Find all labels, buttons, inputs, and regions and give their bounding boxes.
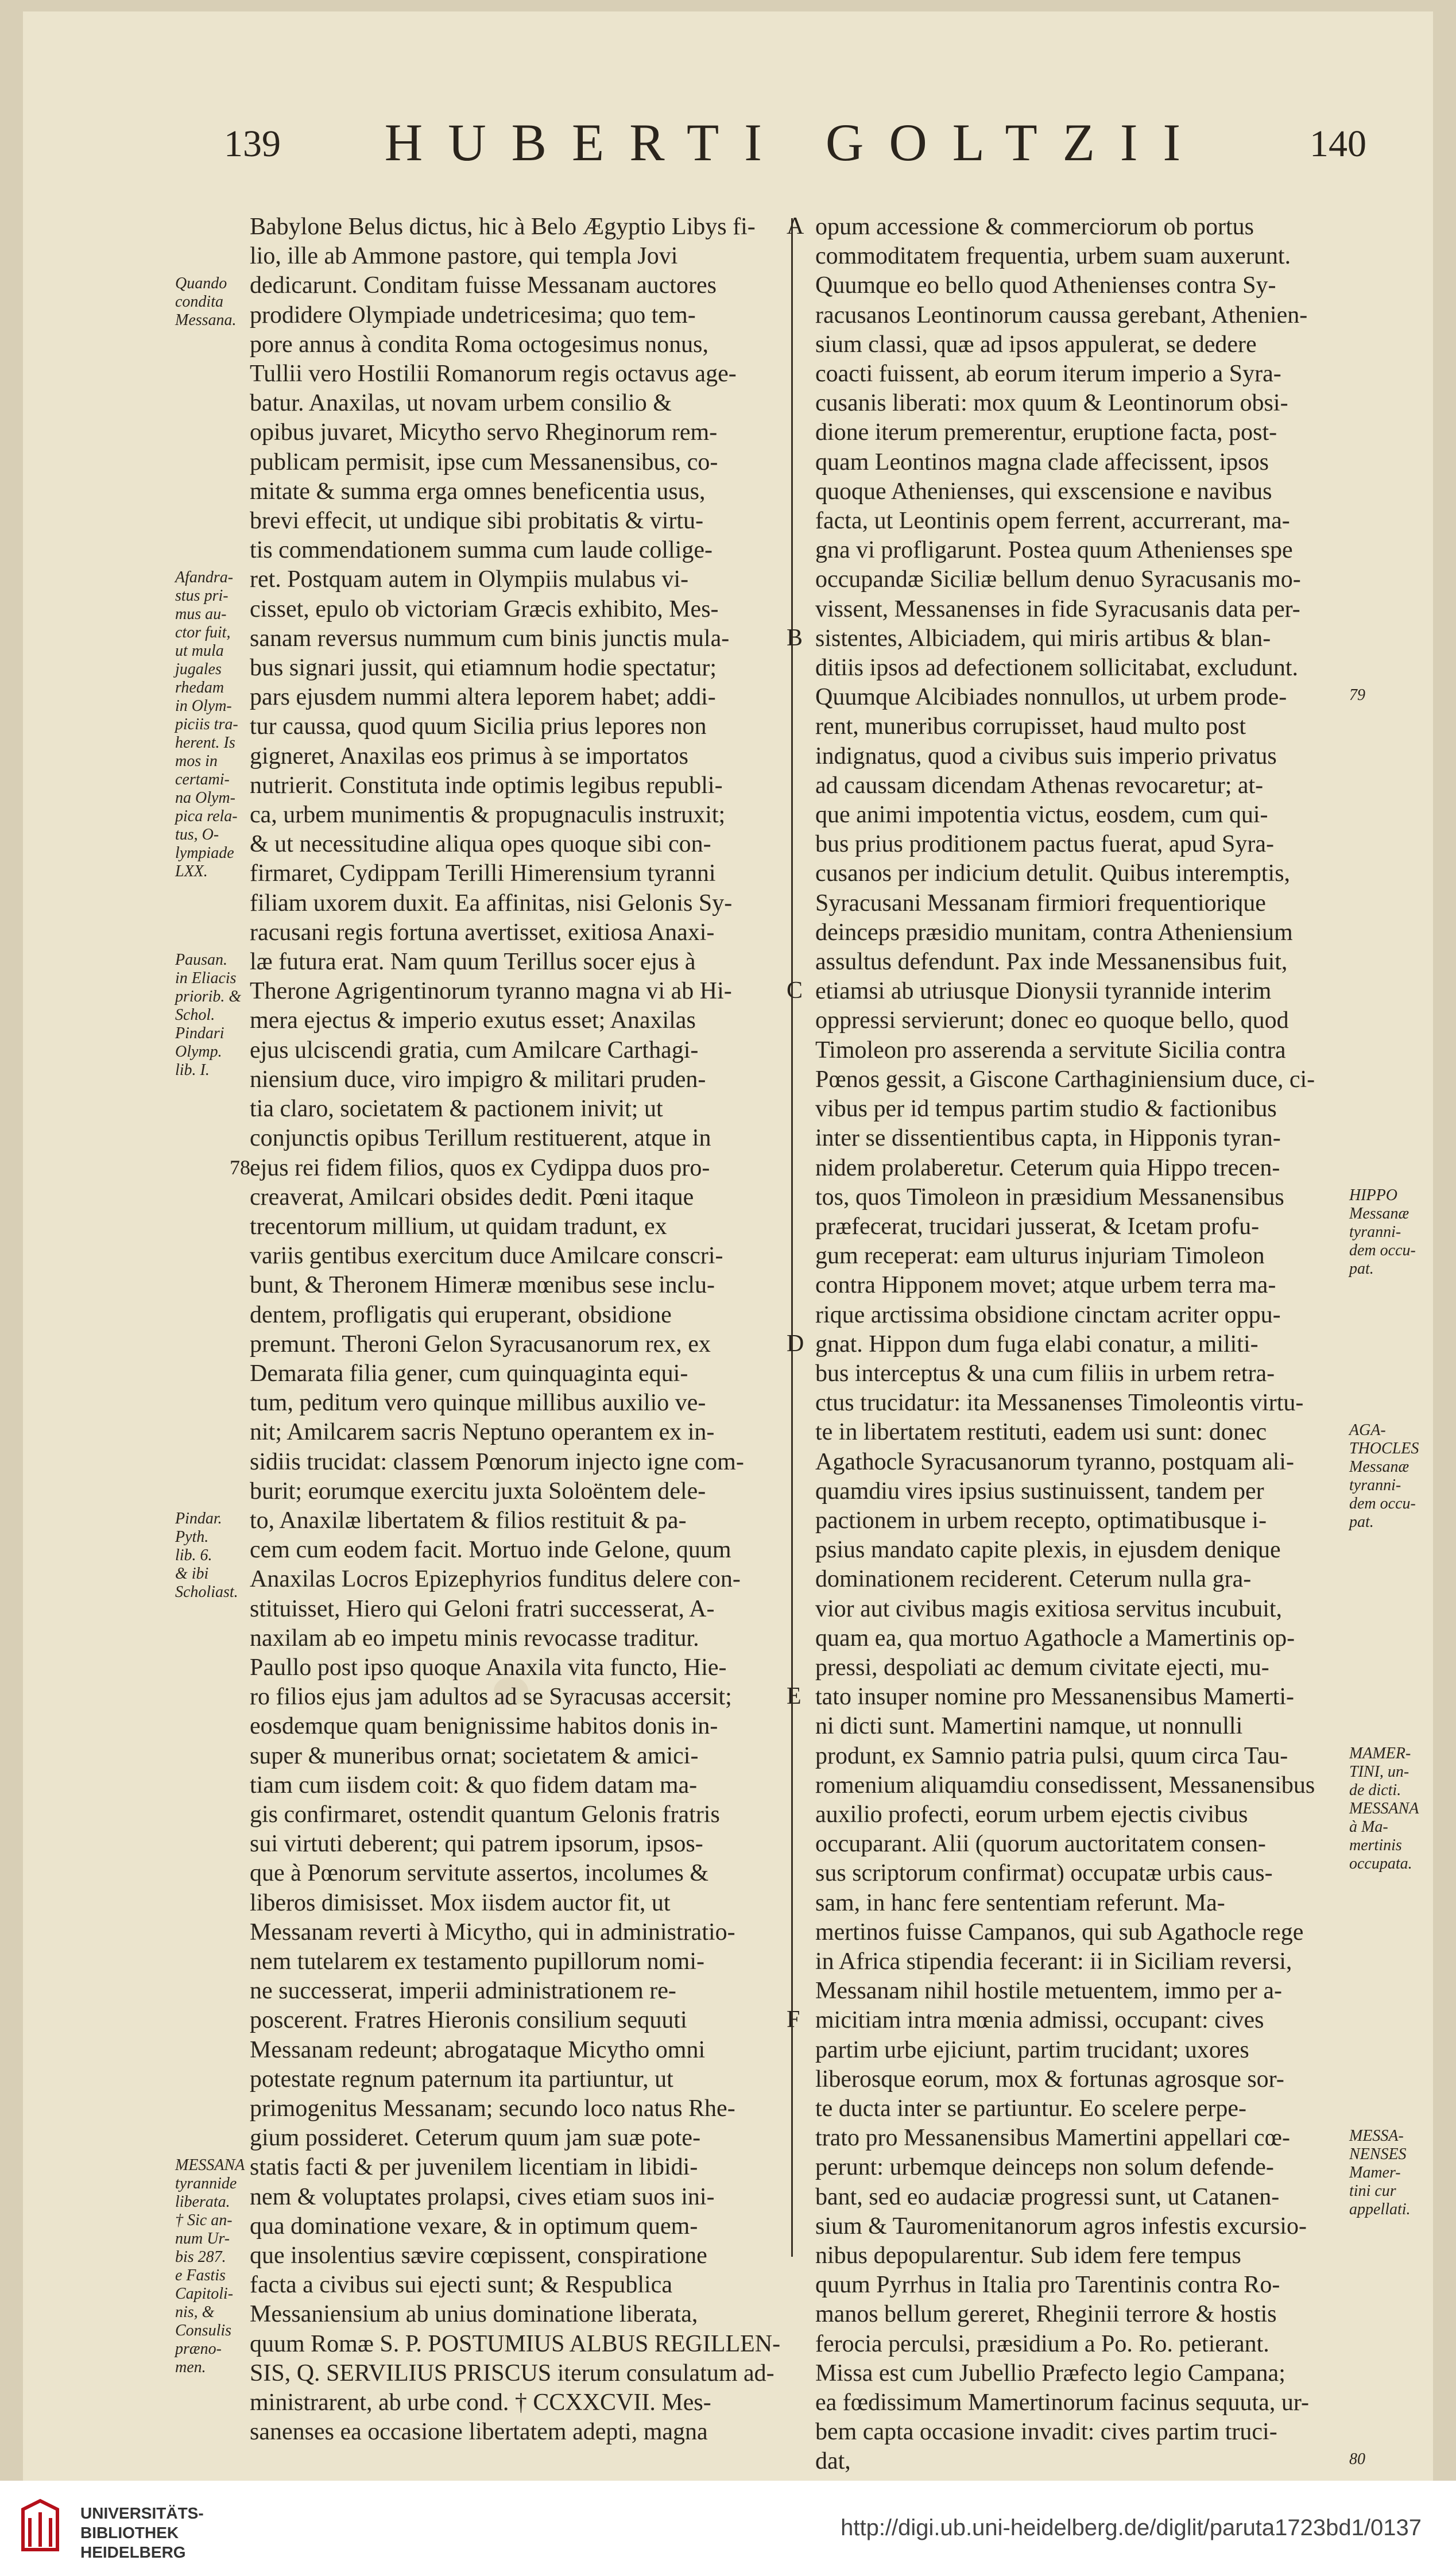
footer-bar [0,2481,1456,2572]
text-line: gigneret, Anaxilas eos primus à se importatos [250,742,689,769]
margin-note-line: in Olym- [175,697,232,715]
text-line: in Africa stipendia fecerant: ii in Siciliam reversi, [815,1948,1292,1975]
text-line: bus prius proditionem pactus fuerat, apud Syra- [815,831,1274,858]
text-line: deinceps præsidio munitam, contra Atheniensium [815,919,1293,946]
section-letter: D [787,1330,804,1357]
text-line: quoque Athenienses, qui exscensione e navibus [815,478,1272,505]
margin-note-line: herent. Is [175,734,235,752]
text-line: sistentes, Albiciadem, qui miris artibus & blan- [815,625,1271,652]
text-line: romenium aliquamdiu consedissent, Messanensibus [815,1772,1315,1799]
text-line: ni dicti sunt. Mamertini namque, ut nonnulli [815,1713,1243,1740]
margin-note [1349,1421,1435,1531]
margin-note [1349,2450,1435,2469]
text-line: Timoleon pro asserenda a servitute Sicilia contra [815,1036,1286,1063]
text-line: Paullo post ipso quoque Anaxila vita functo, Hie- [250,1654,727,1681]
text-line: Messanam reverti à Micytho, qui in administratio- [250,1919,735,1946]
margin-note-line: piciis tra- [175,715,238,734]
margin-note-line: NENSES [1349,2145,1407,2163]
text-line: rique arctissima obsidione cinctam acriter oppu- [815,1301,1281,1328]
text-line: nibus depopularentur. Sub idem fere tempus [815,2242,1241,2269]
text-line: facta, ut Leontinis opem ferrent, accurrerant, ma- [815,508,1290,535]
text-line: SIS, Q. SERVILIUS PRISCUS iterum consulatum ad- [250,2360,775,2387]
margin-note-line: tyranni- [1349,1476,1401,1495]
margin-note-line: & ibi [175,1564,209,1583]
text-line: bem capta occasione invadit: cives partim truci- [815,2419,1277,2446]
text-line: ejus rei fidem filios, quos ex Cydippa duos pro- [250,1154,710,1181]
text-line: vior aut civibus magis exitiosa servitus incubuit, [815,1595,1283,1622]
text-line: nem & voluptates prolapsi, cives etiam suos ini- [250,2183,715,2210]
text-line: ea fœdissimum Mamertinorum facinus sequuta, ur- [815,2389,1309,2416]
text-line: indignatus, quod a civibus suis imperio privatus [815,742,1277,769]
text-line: manos bellum gereret, Rheginii terrore & hostis [815,2301,1277,2328]
text-line: tia claro, societatem & pactionem inivit; ut [250,1096,663,1123]
margin-note-line: Pindar. [175,1509,222,1527]
text-line: Anaxilas Locros Epizephyrios funditus delere con- [250,1566,741,1593]
margin-note-line: condita [175,293,223,311]
margin-note-line: Messana. [175,311,237,330]
margin-note-line: à Ma- [1349,1818,1388,1836]
margin-note-line: AGA- [1349,1421,1386,1440]
page-number-right: 140 [1310,123,1366,165]
text-line: te in libertatem restituti, eadem usi sunt: donec [815,1419,1267,1446]
text-line: primogenitus Messanam; secundo loco natus Rhe- [250,2095,735,2122]
text-line: auxilio profecti, eorum urbem ejectis civibus [815,1801,1248,1828]
margin-note-line: de dicti. [1349,1781,1401,1800]
text-line: sium & Tauromenitanorum agros infestis excursio- [815,2213,1307,2240]
text-line: inter se dissentientibus capta, in Hipponis tyran- [815,1125,1281,1152]
text-line: bunt, & Theronem Himeræ mœnibus sese inclu- [250,1272,715,1299]
text-line: Quumque Alcibiades nonnullos, ut urbem prode- [815,684,1287,711]
column-divider [791,218,793,2257]
text-line: tato insuper nomine pro Messanensibus Mamerti- [815,1684,1295,1711]
margin-note-line: dem occu- [1349,1241,1416,1259]
margin-note [175,951,244,1080]
margin-note-line: TINI, un- [1349,1763,1409,1781]
margin-note-line: Capitoli- [175,2285,234,2303]
text-line: stituisset, Hiero qui Geloni fratri successerat, A- [250,1595,715,1622]
margin-note-line: men. [175,2358,206,2377]
text-line: ministrarent, ab urbe cond. † CCXXCVII. Mes- [250,2389,711,2416]
margin-note-line: Messanæ [1349,1458,1409,1476]
text-line: dedicarunt. Conditam fuisse Messanam auctores [250,272,717,299]
text-line: coacti fuissent, ab eorum iterum imperio a Syra- [815,361,1281,388]
text-line: tis commendationem summa cum laude collige- [250,537,712,564]
margin-note-line: pat. [1349,1259,1374,1278]
text-line: qua dominatione vexare, & in optimum quem- [250,2213,698,2240]
margin-note-line: MESSANA [175,2156,245,2175]
text-line: psius mandato capite plexis, in ejusdem denique [815,1537,1281,1564]
margin-note-line: stus pri- [175,587,229,605]
margin-note-line: liberata. [175,2193,230,2211]
text-line: bant, sed eo audaciæ progressi sunt, ut Catanen- [815,2183,1280,2210]
text-line: facta a civibus sui ejecti sunt; & Respublica [250,2272,672,2299]
text-line: tum, peditum vero quinque millibus auxilio ve- [250,1390,706,1417]
text-line: liberosque eorum, mox & fortunas agrosque sor- [815,2066,1284,2093]
text-line: conjunctis opibus Terillum restituerent, atque in [250,1125,711,1152]
text-line: ret. Postquam autem in Olympiis mulabus vi- [250,566,689,593]
page-number-left: 139 [224,123,281,165]
text-line: Syracusani Messanam firmiori frequentiorique [815,889,1266,916]
text-line: cusanos per indicium detulit. Quibus interemptis, [815,860,1291,887]
text-line: perunt: urbemque deinceps non solum defende- [815,2154,1274,2181]
text-line: sanam reversus nummum cum binis junctis mula- [250,625,730,652]
text-line: gium possideret. Ceterum quum jam suæ pote- [250,2125,701,2152]
margin-note-line: mertinis [1349,1836,1402,1855]
text-line: filiam uxorem duxit. Ea affinitas, nisi Gelonis Sy- [250,889,733,916]
margin-note-line: tyrannide [175,2175,237,2193]
text-line: tiam cum iisdem coit: & quo fidem datam ma- [250,1772,698,1799]
text-line: potestate regnum paternum ita partiuntur, ut [250,2066,673,2093]
margin-note-line: na Olym- [175,789,235,807]
text-line: ne successerat, imperii administrationem re- [250,1978,676,2005]
text-line: tur caussa, quod quum Sicilia prius lepores non [250,713,707,740]
margin-note-line: MAMER- [1349,1745,1411,1763]
margin-note-line: MESSA- [1349,2127,1404,2145]
text-line: creaverat, Amilcari obsides dedit. Pœni itaque [250,1183,694,1210]
university-library-logo-icon [17,2498,63,2555]
text-line: naxilam ab eo impetu minis revocasse traditur. [250,1625,699,1652]
text-line: lio, ille ab Ammone pastore, qui templa Jovi [250,243,678,270]
margin-note-line: Pyth. [175,1527,209,1546]
text-line: que à Pœnorum servitute assertos, incolumes & [250,1860,709,1887]
text-line: pressi, despoliati ac demum civitate ejecti, mu- [815,1654,1269,1681]
text-line: Therone Agrigentinorum tyranno magna vi ab Hi- [250,978,732,1005]
text-line: rent, muneribus corrupisset, haud multo post [815,713,1246,740]
text-line: Messaniensium ab unius dominatione liberata, [250,2301,698,2328]
margin-note-line: lympiade [175,844,234,863]
text-line: commoditatem frequentia, urbem suam auxerunt. [815,243,1291,270]
margin-note-line: HIPPO [1349,1186,1397,1204]
text-line: gis confirmaret, ostendit quantum Gelonis fratris [250,1801,720,1828]
margin-note-line: præno- [175,2340,222,2358]
margin-note [175,568,244,881]
margin-note-line: bis 287. [175,2248,226,2267]
text-line: præfecerat, trucidari jusserat, & Icetam profu- [815,1213,1260,1240]
text-line: mitate & summa erga omnes beneficentia usus, [250,478,706,505]
text-line: sui virtuti deberent; qui patrem ipsorum, ipsos- [250,1831,703,1858]
text-line: pars ejusdem nummi altera leporem habet; addi- [250,684,716,711]
library-name-line: HEIDELBERG [80,2543,186,2561]
text-line: quam Leontinos magna clade affecissent, ipsos [815,448,1269,475]
margin-note-line: MESSANA [1349,1800,1419,1818]
margin-note-line: ctor fuit, [175,624,231,642]
margin-note-line: 80 [1349,2450,1365,2469]
text-line: quum Romæ S. P. POSTUMIUS ALBUS REGILLEN- [250,2330,781,2357]
margin-note-line: pica rela- [175,807,238,826]
text-line: ferocia perculsi, præsidium a Po. Ro. petierant. [815,2330,1269,2357]
margin-note [175,2156,244,2377]
text-line: ro filios ejus jam adultos ad se Syracusas accersit; [250,1684,732,1711]
text-line: assultus defendunt. Pax inde Messanensibus fuit, [815,949,1288,976]
text-line: Tullii vero Hostilii Romanorum regis octavus age- [250,361,737,388]
text-line: mertinos fuisse Campanos, qui sub Agathocle rege [815,1919,1304,1946]
text-line: Babylone Belus dictus, hic à Belo Ægyptio Libys fi- [250,214,756,240]
margin-note-line: in Eliacis [175,969,237,987]
text-line: eosdemque quam benignissime habitos donis in- [250,1713,718,1740]
margin-note-line: Quando [175,274,227,293]
section-letter: E [787,1683,801,1709]
text-line: trato pro Messanensibus Mamertini appellari cœ- [815,2125,1290,2152]
margin-note-line: pat. [1349,1513,1374,1531]
margin-note-line: priorib. & [175,988,242,1005]
library-name [80,2504,204,2562]
section-letter: F [787,2006,800,2033]
inline-line-number: 78 [230,1156,250,1179]
text-line: Messanam nihil hostile metuentem, immo per a- [815,1978,1282,2005]
text-line: niensium duce, viro impigro & militari pruden- [250,1066,706,1093]
text-line: nutrierit. Constituta inde optimis legibus republi- [250,772,723,799]
text-line: quam ea, qua mortuo Agathocle a Mamertinis op- [815,1625,1295,1652]
text-line: to, Anaxilæ libertatem & filios restituit & pa- [250,1507,687,1534]
margin-note [175,1510,244,1602]
text-line: produnt, ex Samnio patria pulsi, quum circa Tau- [815,1742,1288,1769]
text-line: sanenses ea occasione libertatem adepti, magna [250,2419,708,2446]
text-line: gna vi profligarunt. Postea quum Athenienses spe [815,537,1293,564]
library-name-line: BIBLIOTHEK [80,2524,179,2542]
margin-note-line: Consulis [175,2322,232,2340]
text-line: ca, urbem munimentis & propugnaculis instruxit; [250,802,726,829]
margin-note-line: tini cur [1349,2182,1396,2200]
text-line: opibus juvaret, Micytho servo Rheginorum rem- [250,419,718,446]
text-line: & ut necessitudine aliqua opes quoque sibi con- [250,831,711,858]
margin-note-line: LXX. [175,863,208,881]
text-line: læ futura erat. Nam quum Terillus socer ejus à [250,949,696,976]
page-header [224,112,1366,175]
margin-note-line: lib. I. [175,1061,210,1079]
margin-note-line: Afandra- [175,568,234,587]
text-line: sus scriptorum confirmat) occupatæ urbis caus- [815,1860,1273,1887]
text-line: tos, quos Timoleon in præsidium Messanensibus [815,1183,1284,1210]
text-line: prodidere Olympiade undetricesima; quo tem- [250,301,696,328]
margin-note [1349,2127,1435,2219]
text-line: Quumque eo bello quod Athenienses contra Sy- [815,272,1276,299]
margin-note [1349,1745,1435,1873]
text-line: ctus trucidatur: ita Messanenses Timoleontis virtu- [815,1390,1304,1417]
margin-note-line: certami- [175,771,230,789]
left-text-column [250,212,781,2447]
running-title: HUBERTI GOLTZII [384,113,1206,172]
text-line: premunt. Theroni Gelon Syracusanorum rex, ex [250,1331,711,1357]
margin-note-line: jugales [175,660,222,679]
text-line: mera ejectus & imperio exutus esset; Anaxilas [250,1007,696,1034]
text-line: contra Hipponem movet; atque urbem terra ma- [815,1272,1276,1299]
text-line: sium classi, quæ ad ipsos appulerat, se dedere [815,331,1257,358]
library-name-line: UNIVERSITÄTS- [80,2504,204,2522]
text-line: Missa est cum Jubellio Præfecto legio Campana; [815,2360,1285,2387]
text-line: pore annus à condita Roma octogesimus nonus, [250,331,709,358]
text-line: Messanam redeunt; abrogataque Micytho omni [250,2036,706,2063]
text-line: dione iterum premerentur, eruptione facta, post- [815,419,1277,446]
text-line: partim urbe ejiciunt, partim trucidant; uxores [815,2036,1249,2063]
text-line: Demarata filia gener, cum quinquaginta equi- [250,1360,688,1387]
text-line: ejus ulciscendi gratia, cum Amilcare Carthagi- [250,1036,699,1063]
margin-note-line: dem occu- [1349,1495,1416,1513]
margin-note-line: num Ur- [175,2230,230,2248]
margin-note-line: Pindari [175,1024,224,1042]
margin-note-line: 79 [1349,686,1365,705]
text-line: racusani regis fortuna avertisset, exitiosa Anaxi- [250,919,715,946]
text-line: bus interceptus & una cum filiis in urbem retra- [815,1360,1275,1387]
margin-note-line: Mamer- [1349,2164,1401,2182]
text-line: bus signari jussit, qui etiamnum hodie spectatur; [250,655,717,682]
text-line: nit; Amilcarem sacris Neptuno operantem ex in- [250,1419,715,1446]
margin-note-line: mus au- [175,605,227,624]
margin-note-line: lib. 6. [175,1546,212,1564]
text-line: sam, in hanc fere sententiam referunt. Ma- [815,1889,1225,1916]
text-line: oppressi servierunt; donec eo quoque bello, quod [815,1007,1289,1034]
text-line: dominationem reciderent. Ceterum nulla gra- [815,1566,1252,1593]
margin-note-line: appellati. [1349,2200,1411,2218]
text-line: cisset, epulo ob victoriam Græcis exhibito, Mes- [250,595,719,622]
text-line: occuparant. Alii (quorum auctoritatem consen- [815,1831,1266,1858]
margin-note-line: occupata. [1349,1855,1412,1873]
text-line: dentem, profligatis qui eruperant, obsidione [250,1301,672,1328]
margin-note-line: THOCLES [1349,1440,1419,1458]
text-line: ditiis ipsos ad defectionem sollicitabat, excludunt. [815,655,1298,682]
text-line: ad caussam dicendam Athenas revocaretur; at- [815,772,1264,799]
text-line: te ducta inter se partiuntur. Eo scelere perpe- [815,2095,1246,2122]
text-line: poscerent. Fratres Hieronis consilium sequuti [250,2007,687,2034]
text-line: super & muneribus ornat; societatem & amici- [250,1742,699,1769]
text-line: pactionem in urbem recepto, optimatibusque i- [815,1507,1267,1534]
text-line: etiamsi ab utriusque Dionysii tyrannide interim [815,978,1272,1005]
text-line: burit; eorumque exercitu juxta Soloëntem dele- [250,1478,706,1504]
text-line: brevi effecit, ut undique sibi probitatis & virtu- [250,508,704,535]
margin-note-line: Olymp. [175,1043,222,1061]
text-line: vibus per id tempus partim studio & factionibus [815,1096,1277,1123]
text-line: batur. Anaxilas, ut novam urbem consilio & [250,390,672,417]
text-line: cusanis liberati: mox quum & Leontinorum obsi- [815,390,1288,417]
margin-note-line: Scholiast. [175,1583,238,1601]
margin-note-line: ut mula [175,642,224,660]
text-line: occupandæ Siciliæ bellum denuo Syracusanis mo- [815,566,1301,593]
text-line: dat, [815,2448,851,2475]
section-letter: A [787,213,804,239]
text-line: statis facti & per juvenilem licentiam in libidi- [250,2154,698,2181]
text-line: nem tutelarem ex testamento pupillorum nomi- [250,1948,704,1975]
text-line: opum accessione & commerciorum ob portus [815,214,1254,240]
margin-note-line: † Sic an- [175,2211,233,2230]
text-line: sidiis trucidat: classem Pœnorum injecto igne com- [250,1448,744,1475]
text-line: que animi impotentia victus, eosdem, cum qui- [815,802,1268,829]
text-line: racusanos Leontinorum caussa gerebant, Athenien- [815,301,1308,328]
margin-note-line: nis, & [175,2303,215,2322]
section-letter: C [787,977,803,1004]
text-line: gnat. Hippon dum fuga elabi conatur, a militi- [815,1331,1258,1357]
text-line: liberos dimisisset. Mox iisdem auctor fit, ut [250,1889,671,1916]
text-line: variis gentibus exercitum duce Amilcare conscri- [250,1243,723,1270]
text-line: publicam permisit, ipse cum Messanensibus, co- [250,448,718,475]
source-url-link[interactable]: http://digi.ub.uni-heidelberg.de/diglit/paruta1723bd1/0137 [841,2515,1422,2540]
margin-note-line: mos in [175,752,218,771]
section-letter: B [787,624,803,651]
margin-note [175,274,244,330]
text-line: que insolentius sævire cœpissent, conspiratione [250,2242,707,2269]
margin-note-line: tus, O- [175,826,219,844]
margin-note-line: rhedam [175,679,224,697]
margin-note-line: e Fastis [175,2267,226,2285]
margin-note [1349,686,1435,705]
text-line: Pœnos gessit, a Giscone Carthaginiensium duce, ci- [815,1066,1315,1093]
margin-note-line: Pausan. [175,951,227,969]
text-line: gum receperat: eam ulturus injuriam Timoleon [815,1243,1265,1270]
text-line: micitiam intra mœnia admissi, occupant: cives [815,2007,1264,2034]
text-line: cem cum eodem facit. Mortuo inde Gelone, quum [250,1537,731,1564]
margin-note-line: Schol. [175,1006,215,1024]
text-line: firmaret, Cydippam Terilli Himerensium tyranni [250,860,716,887]
text-line: trecentorum millium, ut quidam tradunt, ex [250,1213,667,1240]
text-line: vissent, Messanenses in fide Syracusanis data per- [815,595,1300,622]
text-line: quum Pyrrhus in Italia pro Tarentinis contra Ro- [815,2272,1280,2299]
text-line: Agathocle Syracusanorum tyranno, postquam ali- [815,1448,1294,1475]
right-text-column [815,212,1346,2477]
text-line: quamdiu vires ipsius sustinuissent, tandem per [815,1478,1264,1504]
margin-note-line: Messanæ [1349,1204,1409,1223]
text-line: nidem prolaberetur. Ceterum quia Hippo trecen- [815,1154,1280,1181]
margin-note [1349,1186,1435,1278]
margin-note-line: tyranni- [1349,1223,1401,1241]
